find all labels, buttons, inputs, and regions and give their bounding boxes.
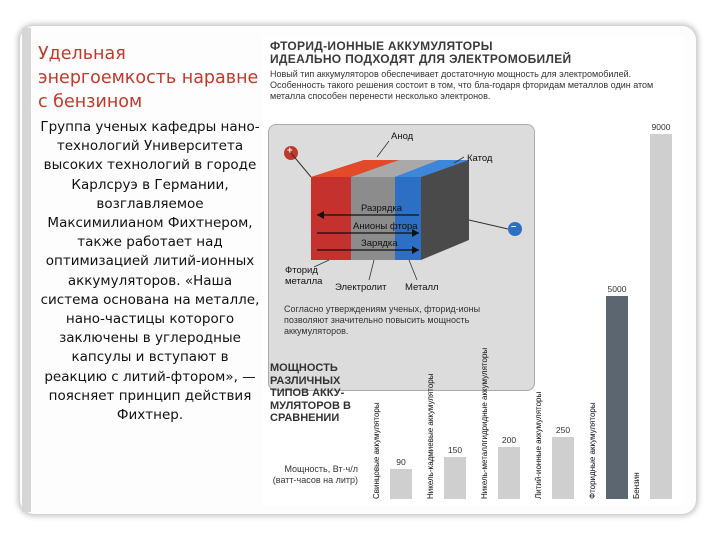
cathode-layer xyxy=(395,177,421,260)
bar-category-label-0: Свинцовые аккумуляторы xyxy=(372,402,381,499)
bar-value-label-0: 90 xyxy=(396,457,406,467)
bar-5 xyxy=(650,134,672,499)
infographic-header xyxy=(270,40,571,65)
bar-category-label-1: Никель-кадмиевые аккумуляторы xyxy=(426,373,435,499)
slide-body-text: Группа ученых кафедры нано-технологий Университета высоких технологий в городе Карлсруэ в Германии, возглавляемое Максимилианом Фихтнером, также работает над оптимизацией литий-ионных аккумуляторов. «Наша система основана на металле, нано-частицы которого заключены в углеродные капсулы и вступают в реакцию с литий-фтором», — поясняет принцип действия Фихтнер. xyxy=(40,119,260,424)
battery-diagram xyxy=(269,125,534,390)
anode-layer xyxy=(311,177,351,260)
bar-value-label-2: 200 xyxy=(501,435,517,445)
power-unit-label: Мощность, Вт·ч/л (ватт-часов на литр) xyxy=(272,464,358,485)
anode-label: Анод xyxy=(391,131,414,142)
infographic-header-line2: ИДЕАЛЬНО ПОДХОДЯТ ДЛЯ ЭЛЕКТРОМОБИЛЕЙ xyxy=(270,52,572,66)
fluoride-ions-label: Анионы фтора xyxy=(353,221,418,232)
power-comparison-heading-text: МОЩНОСТЬ РАЗЛИЧНЫХ ТИПОВ АККУ-МУЛЯТОРОВ В СРАВНЕНИИ xyxy=(270,362,351,424)
diagram-caption: Согласно утверждениям ученых, фторид-ионы позволяют значительно повысить мощность аккумуляторов. xyxy=(284,304,481,336)
battery-side-face xyxy=(421,160,469,260)
bar-value-label-1: 150 xyxy=(447,445,463,455)
metal-label: Металл xyxy=(405,282,439,293)
infographic xyxy=(262,36,684,506)
bar-4 xyxy=(606,296,628,499)
left-accent-bar xyxy=(22,28,31,512)
charge-label: Зарядка xyxy=(361,238,398,249)
minus-label: – xyxy=(511,221,517,232)
electrolyte-label: Электролит xyxy=(335,282,387,293)
bar-1 xyxy=(444,457,466,499)
power-comparison-heading xyxy=(270,362,362,425)
discharge-label: Разрядка xyxy=(361,203,403,214)
bar-category-label-3: Литий-ионные аккумуляторы xyxy=(534,391,543,499)
cathode-label: Катод xyxy=(467,153,493,164)
bar-category-label-5: Бензин xyxy=(632,472,641,499)
bar-2 xyxy=(498,447,520,499)
slide-title: Удельная энергоемкость наравне с бензином xyxy=(38,44,259,112)
bar-3 xyxy=(552,437,574,499)
infographic-description: Новый тип аккумуляторов обеспечивает достаточную мощность для электромобилей. Особенность такого решения состоит в том, что бла-годаря фторидам металлов один атом металла способен перенести несколько электронов. xyxy=(270,69,654,101)
infographic-header-line1: ФТОРИД-ИОННЫЕ АККУМУЛЯТОРЫ xyxy=(270,39,493,53)
bar-value-label-5: 9000 xyxy=(651,122,671,132)
bar-category-label-4: Фторидные аккумуляторы xyxy=(588,402,597,499)
plus-label: + xyxy=(287,145,293,156)
bar-category-label-2: Никель-металлгидридные аккумуляторы xyxy=(480,347,489,499)
bar-value-label-4: 5000 xyxy=(607,284,627,295)
bar-0 xyxy=(390,469,412,499)
metal-fluoride-label: Фторид металла xyxy=(285,265,323,287)
bar-value-label-3: 250 xyxy=(555,425,571,435)
battery-diagram-panel xyxy=(268,124,535,391)
